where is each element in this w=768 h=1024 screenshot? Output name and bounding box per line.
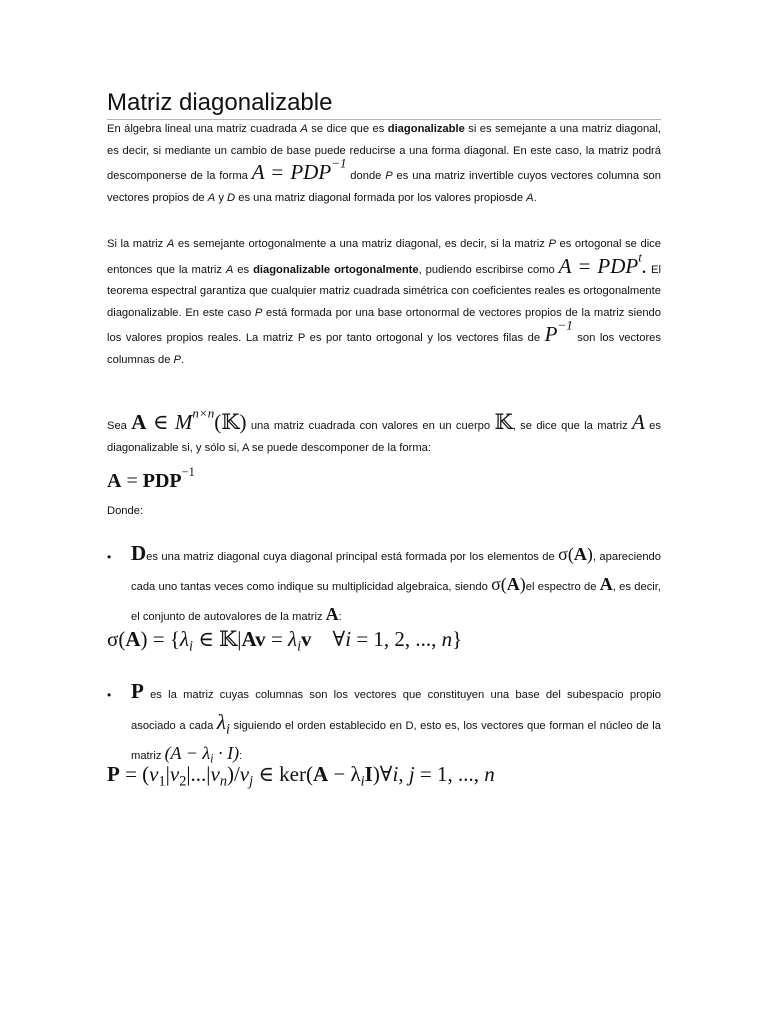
formula-inline-p-inverse: $P^{-1}$ bbox=[544, 317, 573, 346]
page-title: Matriz diagonalizable bbox=[107, 88, 661, 120]
paragraph-formal-definition: Sea A ∈ $M^{n\times n}(𝕂)$ una matriz cuadrada con valores en un cuerpo 𝕂, se dice que la matriz A es diagonalizable si, y sólo si, A se puede descomponer de la forma: bbox=[107, 405, 661, 454]
formula-inline-a-in-m: A ∈ $M^{n\times n}(𝕂)$ bbox=[131, 405, 247, 434]
formula-inline-a-minus-lambda-i: $(A - \lambda_i \cdot I)$ bbox=[164, 743, 240, 766]
term-diagonalizable: diagonalizable bbox=[387, 123, 465, 135]
term-diagonalizable-ortogonalmente: diagonalizable ortogonalmente bbox=[253, 263, 419, 276]
formula-inline-sigma-a: σ(A) bbox=[558, 544, 593, 564]
label-donde: Donde: bbox=[107, 505, 144, 517]
bullet-marker: • bbox=[107, 688, 112, 702]
bullet-item-d: Des una matriz diagonal cuya diagonal principal está formada por los elementos de σ(A), apareciendo cada uno tantas veces como indique su multiplicidad algebraica, siendo σ(A)el espectro de A, es decir, el conjunto de autovalores de la matriz A: bbox=[131, 541, 662, 624]
formula-inline-pdp-transpose: $A = PDP^t$. bbox=[558, 248, 648, 278]
formula-spectrum: $\sigma(A) = \{\lambda_i$ ∈ 𝕂|Av = $\lambda_iv$ ∀i = 1, 2, ..., n} bbox=[107, 627, 463, 655]
bullet-marker: • bbox=[107, 550, 112, 564]
formula-inline-lambda-i: $\lambda_i$ bbox=[216, 710, 230, 738]
paragraph-orthogonal: Si la matriz A es semejante ortogonalmente a una matriz diagonal, es decir, si la matriz P es ortogonal se dice entonces que la matriz A es diagonalizable ortogonalmente, pudiendo escribirse como $A = PDP^t$. El teorema espectral garantiza que cualquier matriz cuadrada simétrica con coeficientes reales es ortogonalmente diagonalizable. En este caso P está formada por una base ortonormal de vectores propios de la matriz siendo los valores propios reales. La matriz P es por tanto ortogonal y los vectores filas de $P^{-1}$ son los vectores columnas de P. bbox=[107, 238, 661, 366]
bullet-item-p: P es la matriz cuyas columnas son los vectores que constituyen una base del subespacio propio asociado a cada $\lambda_i$ siguiendo el orden establecido en D, esto es, los vectores que forman el núcleo de la matriz $(A - \lambda_i \cdot I)$: bbox=[131, 679, 661, 766]
formula-a-equals-pdp-inverse: $A = PDP^{-1}$ bbox=[107, 464, 195, 492]
formula-eigenvector-matrix: $P = (v_1|v_2|...|v_n)/v_j$ ∈ $ker(A - \lambda_iI)\forall i$, j = 1, ..., n bbox=[107, 762, 495, 790]
paragraph-definition: En álgebra lineal una matriz cuadrada A se dice que es diagonalizable si es semejante a una matriz diagonal, es decir, si mediante un cambio de base puede reducirse a una forma diagonal. En este caso, la matriz podrá descomponerse de la forma $A = PDP^{-1}$ donde P es una matriz invertible cuyos vectores columna son vectores propios de A y D es una matriz diagonal formada por los valores propiosde A. bbox=[107, 123, 661, 204]
formula-inline-pdp-inverse: $A = PDP^{-1}$ bbox=[251, 155, 347, 184]
